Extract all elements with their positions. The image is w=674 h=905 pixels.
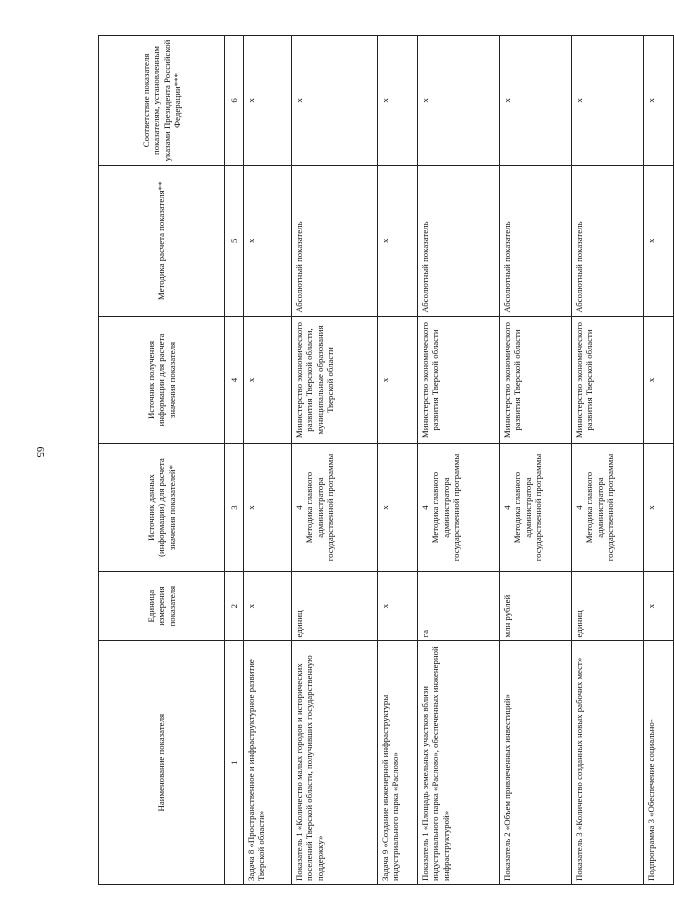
table-cell: x xyxy=(244,36,292,166)
table-cell: Абсолютный показатель xyxy=(500,165,572,316)
column-number-row xyxy=(225,36,244,885)
header-decree-compliance: Соответствие показателя показателям, установленным указами Президента Российской Федерации*** xyxy=(99,36,225,166)
table-cell: Показатель 2 «Объем привлеченных инвестиций» xyxy=(500,641,572,885)
column-number: 2 xyxy=(225,571,244,641)
table-cell: 4 Методика главного администратора государственной программы xyxy=(418,444,500,572)
header-method: Методика расчета показателя** xyxy=(99,165,225,316)
column-number: 5 xyxy=(225,165,244,316)
table-cell: x xyxy=(244,316,292,444)
table-cell: Абсолютный показатель xyxy=(418,165,500,316)
column-number: 6 xyxy=(225,36,244,166)
table-row xyxy=(572,36,644,885)
table-cell: Показатель 3 «Количество созданных новых рабочих мест» xyxy=(572,641,644,885)
table-cell: Задача 8 «Пространственное и инфраструктурное развитие Тверской области» xyxy=(244,641,292,885)
table-row xyxy=(644,36,674,885)
table-cell: Министерство экономического развития Тверской области, муниципальные образования Тверской области xyxy=(292,316,378,444)
indicators-table xyxy=(98,35,674,885)
table-cell: x xyxy=(292,36,378,166)
table-row xyxy=(378,36,418,885)
table-cell: x xyxy=(378,165,418,316)
header-indicator-name: Наименование показателя xyxy=(99,641,225,885)
table-cell: x xyxy=(644,36,674,166)
table-cell: x xyxy=(378,571,418,641)
table-cell: Министерство экономического развития Тверской области xyxy=(418,316,500,444)
page-number: 65 xyxy=(34,446,46,458)
table-cell: x xyxy=(644,444,674,572)
table-cell: x xyxy=(378,316,418,444)
table-cell: x xyxy=(644,316,674,444)
table-cell: млн рублей xyxy=(500,571,572,641)
table-cell: Абсолютный показатель xyxy=(292,165,378,316)
table-cell: x xyxy=(378,444,418,572)
table-cell: x xyxy=(418,36,500,166)
table-body xyxy=(244,36,674,885)
table-cell: Министерство экономического развития Тверской области xyxy=(500,316,572,444)
table-cell: x xyxy=(378,36,418,166)
table-cell: x xyxy=(644,165,674,316)
table-cell: 4 Методика главного администратора государственной программы xyxy=(500,444,572,572)
table-cell: Абсолютный показатель xyxy=(572,165,644,316)
header-data-source: Источник данных (информации) для расчета значения показателей* xyxy=(99,444,225,572)
table-cell: единиц xyxy=(292,571,378,641)
table-row xyxy=(500,36,572,885)
table-cell: 4 Методика главного администратора государственной программы xyxy=(572,444,644,572)
header-info-source: Источник получения информации для расчета значения показателя xyxy=(99,316,225,444)
table-cell: x xyxy=(500,36,572,166)
table-cell: га xyxy=(418,571,500,641)
table-row xyxy=(244,36,292,885)
header-unit: Единица измерения показателя xyxy=(99,571,225,641)
table-row xyxy=(292,36,378,885)
rotated-table-container xyxy=(98,35,656,885)
table-cell: 4 Методика главного администратора государственной программы xyxy=(292,444,378,572)
table-cell: Подпрограмма 3 «Обеспечение социально- xyxy=(644,641,674,885)
table-header-row xyxy=(99,36,225,885)
table-cell: Показатель 1 «Площадь земельных участков вблизи индустриального парка «Раслово», обеспеченных инженерной инфраструктурой» xyxy=(418,641,500,885)
table-cell: Показатель 1 «Количество малых городов и исторических поселений Тверской области, получивших государственную поддержку» xyxy=(292,641,378,885)
table-row xyxy=(418,36,500,885)
table-cell: x xyxy=(244,571,292,641)
table-cell: x xyxy=(644,571,674,641)
column-number: 4 xyxy=(225,316,244,444)
column-number: 1 xyxy=(225,641,244,885)
table-cell: x xyxy=(572,36,644,166)
table-cell: единиц xyxy=(572,571,644,641)
column-number: 3 xyxy=(225,444,244,572)
table-cell: x xyxy=(244,165,292,316)
table-cell: x xyxy=(244,444,292,572)
table-cell: Министерство экономического развития Тверской области xyxy=(572,316,644,444)
table-cell: Задача 9 «Создание инженерной инфраструктуры индустриального парка «Раслово» xyxy=(378,641,418,885)
